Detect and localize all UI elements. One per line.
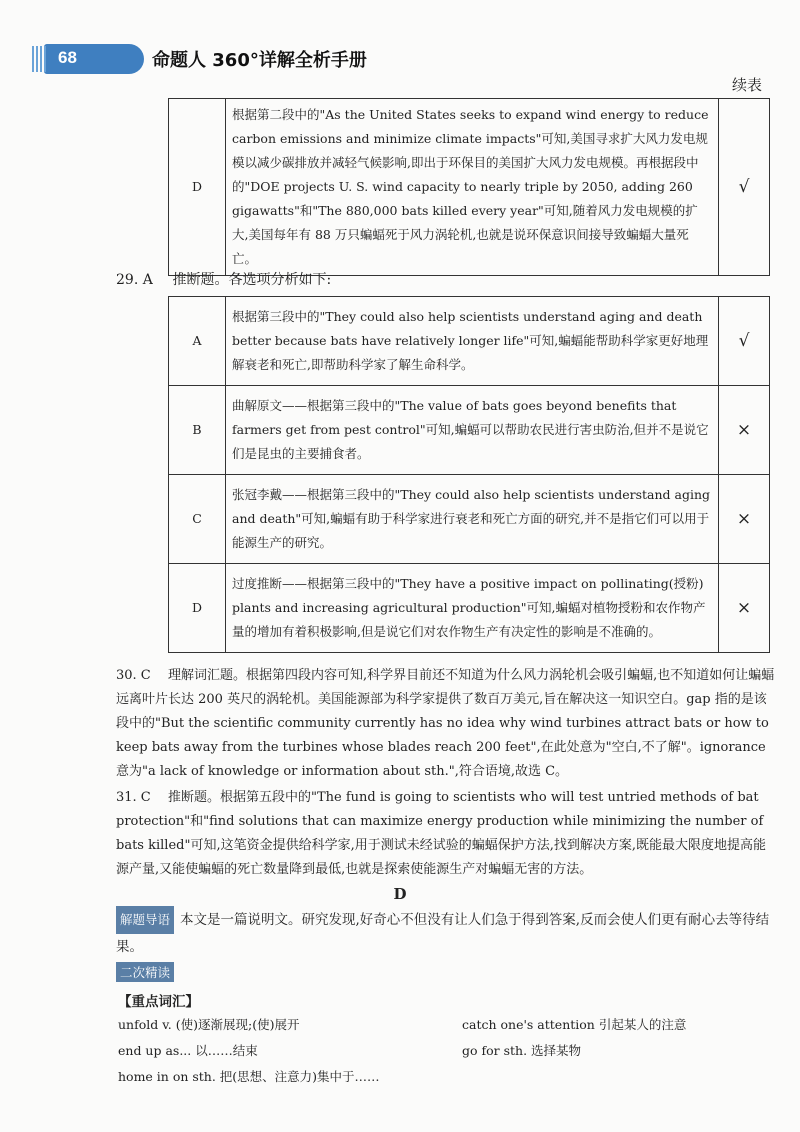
question-intro: 推断题。各选项分析如下:: [172, 272, 332, 288]
option-analysis: 过度推断——根据第三段中的"They have a positive impact on pollinating(授粉) plants and increasing agricultural production"可知,蝙蝠对植物授粉和农作物产量的增加有着积极影响,但是说它们对农作物生产有决定性的影响是不准确的。: [226, 564, 719, 653]
section-title: D: [393, 885, 407, 903]
page-number-badge: [44, 44, 144, 74]
guide-text: 本文是一篇说明文。研究发现,好奇心不但没有让人们急于得到答案,反而会使人们更有耐心去等待结果。: [116, 912, 770, 955]
continued-label: 续表: [731, 76, 762, 94]
table-row: [169, 297, 770, 386]
question-30: [116, 664, 778, 784]
vocab-item: home in on sth. 把(思想、注意力)集中于……: [118, 1069, 380, 1084]
page-number: 68: [58, 48, 77, 67]
vocab-item: end up as... 以……结束: [118, 1043, 258, 1058]
option-table-q29: [168, 296, 770, 653]
question-explanation: 推断题。根据第五段中的"The fund is going to scientists who will test untried methods of bat protection"和"find solutions that can maximize energy production while minimizing the number of bats killed"可知,这笔资金提供给科学家,用于测试未经试验的蝙蝠保护方法,找到解决方案,既能最大限度地提高能源产量,又能使蝙蝠的死亡数量降到最低,也就是探索使能源生产对蝙蝠无害的方法。: [116, 790, 766, 877]
page-header: [0, 40, 800, 80]
question-number: 29. A: [116, 272, 153, 288]
vocab-item: catch one's attention 引起某人的注意: [462, 1017, 687, 1032]
reread-tag: 二次精读: [116, 962, 174, 982]
cross-mark: ×: [719, 386, 770, 475]
question-29-heading: [116, 268, 331, 292]
question-number: 31. C: [116, 790, 151, 805]
guide-tag: 解题导语: [116, 906, 174, 934]
option-letter: A: [169, 297, 226, 386]
vocab-item: go for sth. 选择某物: [462, 1043, 582, 1058]
check-mark: √: [719, 99, 770, 276]
vocab-item: unfold v. (使)逐渐展现;(使)展开: [118, 1017, 300, 1032]
cross-mark: ×: [719, 475, 770, 564]
table-row: [169, 99, 770, 276]
check-mark: √: [719, 297, 770, 386]
vocab-heading: 【重点词汇】: [118, 994, 199, 1010]
option-letter: C: [169, 475, 226, 564]
option-letter: D: [169, 99, 226, 276]
question-number: 30. C: [116, 668, 151, 683]
option-analysis: 曲解原文——根据第三段中的"The value of bats goes beyond benefits that farmers get from pest control"可知,蝙蝠可以帮助农民进行害虫防治,但并不是说它们是昆虫的主要捕食者。: [226, 386, 719, 475]
option-letter: D: [169, 564, 226, 653]
question-explanation: 理解词汇题。根据第四段内容可知,科学界目前还不知道为什么风力涡轮机会吸引蝙蝠,也不知道如何让蝙蝠远离叶片长达 200 英尺的涡轮机。美国能源部为科学家提供了数百万美元,旨在解决这一知识空白。gap 指的是该段中的"But the scientific community currently has no idea why wind turbines attract bats or how to keep bats away from the turbines whose blades reach 200 feet",在此处意为"空白,不了解"。ignorance 意为"a lack of knowledge or information about sth.",符合语境,故选 C。: [116, 668, 775, 779]
option-letter: B: [169, 386, 226, 475]
reading-guide: [116, 906, 778, 960]
book-title: 命题人 360°详解全析手册: [152, 50, 367, 71]
table-row: [169, 564, 770, 653]
cross-mark: ×: [719, 564, 770, 653]
option-analysis: 张冠李戴——根据第三段中的"They could also help scientists understand aging and death"可知,蝙蝠有助于科学家进行衰老和死亡方面的研究,并不是指它们可以用于能源生产的研究。: [226, 475, 719, 564]
question-31: [116, 786, 778, 882]
badge-stripes: [32, 46, 46, 72]
vocab-list-left: [118, 1012, 380, 1090]
option-analysis: 根据第二段中的"As the United States seeks to expand wind energy to reduce carbon emissions and minimize climate impacts"可知,美国寻求扩大风力发电规模以减少碳排放并减轻气候影响,即出于环保目的美国扩大风力发电规模。再根据段中的"DOE projects U. S. wind capacity to nearly triple by 2050, adding 260 gigawatts"和"The 880,000 bats killed every year"可知,随着风力发电规模的扩大,美国每年有 88 万只蝙蝠死于风力涡轮机,也就是说环保意识间接导致蝙蝠大量死亡。: [226, 99, 719, 276]
option-table-q28: [168, 98, 770, 276]
table-row: [169, 475, 770, 564]
table-row: [169, 386, 770, 475]
reread-section: [116, 962, 180, 982]
option-analysis: 根据第三段中的"They could also help scientists understand aging and death better because bats have relatively longer life"可知,蝙蝠能帮助科学家更好地理解衰老和死亡,即帮助科学家了解生命科学。: [226, 297, 719, 386]
vocab-list-right: [462, 1012, 686, 1064]
